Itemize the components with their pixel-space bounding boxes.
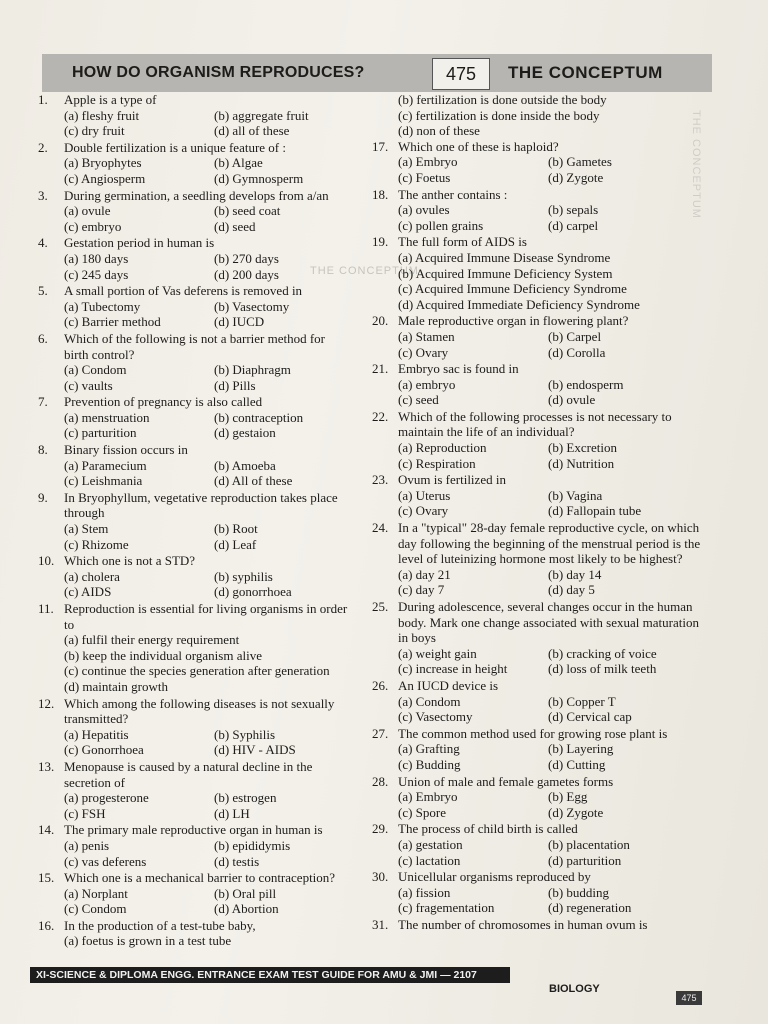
left-column — [38, 92, 350, 950]
answer-option: (a) Uterus — [398, 487, 451, 503]
question-number: 16. — [38, 917, 55, 933]
answer-option: (d) Cutting — [548, 756, 606, 772]
answer-option: (a) 180 days — [64, 250, 129, 266]
answer-option: (a) Tubectomy — [64, 298, 141, 314]
option-list — [64, 727, 350, 758]
question-item — [372, 678, 704, 725]
question-text: Which of the following processes is not necessary to maintain the life of an individual? — [398, 408, 672, 440]
answer-option: (a) Paramecium — [64, 457, 147, 473]
answer-option: (b) day 14 — [548, 566, 602, 582]
answer-option: (a) Embryo — [398, 154, 458, 170]
option-list — [64, 362, 350, 393]
answer-option: (c) Ovary — [398, 344, 449, 360]
question-item — [38, 553, 350, 600]
answer-option: (c) Gonorrhoea — [64, 742, 144, 758]
option-list — [398, 329, 704, 360]
option-list — [398, 154, 704, 185]
answer-option: (d) parturition — [548, 852, 622, 868]
answer-option: (a) gestation — [398, 836, 463, 852]
answer-option: (a) Embryo — [398, 789, 458, 805]
question-text: Which one of these is haploid? — [398, 138, 559, 154]
question-item — [372, 726, 704, 773]
answer-option: (c) lactation — [398, 852, 461, 868]
question-text: The full form of AIDS is — [398, 234, 527, 250]
continued-options — [398, 92, 704, 139]
question-item — [372, 313, 704, 360]
option-list — [64, 251, 350, 282]
option-list — [64, 569, 350, 600]
option-list — [398, 741, 704, 772]
question-text: Which among the following diseases is not sexually transmitted? — [64, 695, 335, 727]
answer-option: (b) 270 days — [214, 250, 279, 266]
question-number: 17. — [372, 138, 389, 154]
answer-option: (b) sepals — [548, 202, 599, 218]
answer-option: (a) fission — [398, 884, 451, 900]
answer-option: (c) dry fruit — [64, 123, 125, 139]
question-text: The process of child birth is called — [398, 821, 578, 837]
option-list — [64, 155, 350, 186]
question-text: Prevention of pregnancy is also called — [64, 394, 263, 410]
answer-option: (b) epididymis — [214, 837, 291, 853]
option-list — [398, 250, 704, 312]
answer-option: (d) day 5 — [548, 582, 595, 598]
answer-option: (a) menstruation — [64, 409, 150, 425]
answer-option: (c) parturition — [64, 425, 137, 441]
question-text: During adolescence, several changes occur in the human body. Mark one change associated with sexual maturation in boys — [398, 599, 699, 646]
answer-option: (d) Nutrition — [548, 455, 615, 471]
answer-option: (b) syphilis — [214, 568, 273, 584]
answer-option: (c) AIDS — [64, 584, 112, 600]
question-text: An IUCD device is — [398, 677, 499, 693]
answer-option: (b) Gametes — [548, 154, 612, 170]
question-text: In the production of a test-tube baby, — [64, 917, 256, 933]
question-number: 7. — [38, 394, 48, 410]
question-item — [372, 234, 704, 312]
answer-option: (b) Vagina — [548, 487, 603, 503]
question-text: Apple is a type of — [64, 92, 157, 107]
answer-option: (c) fertilization is done inside the body — [398, 107, 600, 123]
right-column — [372, 92, 704, 933]
answer-option: (b) Egg — [548, 789, 588, 805]
answer-option: (d) maintain growth — [64, 678, 168, 694]
answer-option: (c) Respiration — [398, 455, 476, 471]
answer-option: (b) Amoeba — [214, 457, 276, 473]
question-number: 23. — [372, 472, 389, 488]
option-list — [64, 790, 350, 821]
question-text: During germination, a seedling develops from a/an — [64, 187, 329, 203]
answer-option: (d) Gymnosperm — [214, 170, 304, 186]
answer-option: (d) Corolla — [548, 344, 606, 360]
answer-option: (c) Spore — [398, 804, 447, 820]
answer-option: (d) Fallopain tube — [548, 503, 642, 519]
question-item — [38, 283, 350, 330]
question-number: 31. — [372, 916, 389, 932]
answer-option: (a) fulfil their energy requirement — [64, 632, 240, 648]
question-number: 29. — [372, 821, 389, 837]
question-text: Reproduction is essential for living organisms in order to — [64, 601, 348, 632]
question-item — [38, 490, 350, 552]
answer-option: (d) regeneration — [548, 900, 632, 916]
answer-option: (c) fragementation — [398, 900, 495, 916]
answer-option: (b) Layering — [548, 741, 614, 757]
answer-option: (a) foetus is grown in a test tube — [64, 933, 232, 949]
answer-option: (d) all of these — [214, 123, 290, 139]
answer-option: (b) Acquired Immune Deficiency System — [398, 265, 613, 281]
answer-option: (d) ovule — [548, 392, 596, 408]
page-number-box: 475 — [432, 58, 490, 90]
answer-option: (c) Foetus — [398, 169, 451, 185]
answer-option: (d) All of these — [214, 473, 293, 489]
question-text: Double fertilization is a unique feature of : — [64, 139, 287, 155]
answer-option: (a) Norplant — [64, 885, 128, 901]
question-number: 14. — [38, 822, 55, 838]
answer-option: (a) Grafting — [398, 741, 460, 757]
question-number: 5. — [38, 283, 48, 299]
question-text: Unicellular organisms reproduced by — [398, 869, 591, 885]
answer-option: (c) seed — [398, 392, 439, 408]
question-item — [372, 361, 704, 408]
answer-option: (b) keep the individual organism alive — [64, 647, 262, 663]
option-list — [398, 694, 704, 725]
answer-option: (b) Oral pill — [214, 885, 277, 901]
answer-option: (c) day 7 — [398, 582, 445, 598]
answer-option: (a) Reproduction — [398, 440, 487, 456]
answer-option: (b) aggregate fruit — [214, 107, 309, 123]
answer-option: (b) Carpel — [548, 328, 602, 344]
answer-option: (c) Acquired Immune Deficiency Syndrome — [398, 281, 627, 297]
answer-option: (d) Leaf — [214, 536, 257, 552]
answer-option: (c) Ovary — [398, 503, 449, 519]
brand-name: THE CONCEPTUM — [508, 63, 663, 82]
question-item — [372, 520, 704, 598]
answer-option: (c) FSH — [64, 805, 106, 821]
answer-option: (a) cholera — [64, 568, 120, 584]
option-list — [64, 838, 350, 869]
question-text: Embryo sac is found in — [398, 361, 519, 377]
answer-option: (c) vas deferens — [64, 853, 147, 869]
answer-option: (b) cracking of voice — [548, 645, 657, 661]
question-number: 22. — [372, 408, 389, 424]
question-item — [38, 92, 350, 139]
question-number: 19. — [372, 234, 389, 250]
question-number: 13. — [38, 758, 55, 774]
answer-option: (c) Barrier method — [64, 314, 161, 330]
question-number: 25. — [372, 599, 389, 614]
option-list — [64, 632, 350, 694]
option-list — [64, 203, 350, 234]
answer-option: (c) embryo — [64, 218, 122, 234]
option-list — [398, 837, 704, 868]
question-item — [38, 759, 350, 821]
question-number: 27. — [372, 725, 389, 741]
answer-option: (a) Hepatitis — [64, 726, 129, 742]
answer-option: (a) fleshy fruit — [64, 107, 140, 123]
answer-option: (b) Syphilis — [214, 726, 276, 742]
chapter-title: HOW DO ORGANISM REPRODUCES? — [72, 64, 365, 81]
question-number: 24. — [372, 520, 389, 536]
question-text: Which of the following is not a barrier method for birth control? — [64, 330, 326, 362]
question-text: Which one is a mechanical barrier to contraception? — [64, 870, 336, 886]
answer-option: (b) Root — [214, 521, 258, 537]
question-text: Gestation period in human is — [64, 235, 215, 251]
option-list — [64, 521, 350, 552]
option-list — [64, 299, 350, 330]
question-item — [372, 139, 704, 186]
side-watermark: THE CONCEPTUM — [690, 110, 702, 219]
question-number: 3. — [38, 187, 48, 203]
answer-option: (c) pollen grains — [398, 217, 484, 233]
answer-option: (b) fertilization is done outside the body — [398, 92, 607, 107]
question-item — [372, 409, 704, 471]
option-list — [64, 108, 350, 139]
footer-subject: BIOLOGY — [549, 983, 600, 995]
question-text: The primary male reproductive organ in human is — [64, 822, 323, 838]
question-text: The common method used for growing rose plant is — [398, 725, 668, 741]
footer-page-number: 475 — [676, 991, 702, 1005]
question-item — [38, 394, 350, 441]
answer-option: (d) Cervical cap — [548, 709, 632, 725]
question-item — [372, 917, 704, 933]
answer-option: (d) Pills — [214, 377, 256, 393]
option-list — [64, 886, 350, 917]
answer-option: (d) 200 days — [214, 266, 279, 282]
question-text: Union of male and female gametes forms — [398, 773, 614, 789]
answer-option: (b) seed coat — [214, 203, 281, 219]
answer-option: (c) Budding — [398, 756, 461, 772]
question-text: Which one is not a STD? — [64, 553, 196, 569]
question-number: 30. — [372, 869, 389, 885]
answer-option: (a) progesterone — [64, 790, 149, 806]
answer-option: (a) Bryophytes — [64, 155, 142, 171]
answer-option: (c) increase in height — [398, 661, 508, 677]
question-number: 11. — [38, 601, 54, 616]
answer-option: (b) endosperm — [548, 376, 624, 392]
answer-option: (c) Condom — [64, 901, 127, 917]
option-list — [64, 410, 350, 441]
answer-option: (a) ovule — [64, 203, 111, 219]
question-number: 15. — [38, 870, 55, 886]
question-text: In a "typical" 28-day female reproductive cycle, on which day following the beginning of the menstrual period is the level of luteinizing hormone most likely to be highest? — [398, 520, 701, 567]
answer-option: (d) testis — [214, 853, 260, 869]
answer-option: (b) Copper T — [548, 693, 616, 709]
question-number: 12. — [38, 695, 55, 711]
answer-option: (a) Condom — [64, 362, 127, 378]
watermark: THE CONCEPTUM — [310, 265, 419, 277]
footer-banner: XI-SCIENCE & DIPLOMA ENGG. ENTRANCE EXAM TEST GUIDE FOR AMU & JMI — 2107 — [30, 967, 510, 983]
answer-option: (c) Vasectomy — [398, 709, 473, 725]
option-list — [398, 567, 704, 598]
answer-option: (d) gonorrhoea — [214, 584, 292, 600]
answer-option: (d) Zygote — [548, 804, 604, 820]
option-list — [398, 377, 704, 408]
answer-option: (a) Stamen — [398, 328, 455, 344]
answer-option: (c) Angiosperm — [64, 170, 146, 186]
question-item — [372, 821, 704, 868]
answer-option: (c) Rhizome — [64, 536, 129, 552]
question-text: Male reproductive organ in flowering plant? — [398, 313, 629, 329]
question-number: 21. — [372, 361, 389, 377]
question-item — [38, 822, 350, 869]
answer-option: (b) placentation — [548, 836, 630, 852]
answer-option: (d) non of these — [398, 123, 480, 139]
answer-option: (a) Condom — [398, 693, 461, 709]
answer-option: (d) gestaion — [214, 425, 276, 441]
page-header — [42, 54, 712, 92]
question-number: 20. — [372, 313, 389, 329]
answer-option: (d) Zygote — [548, 169, 604, 185]
answer-option: (d) carpel — [548, 217, 599, 233]
question-number: 18. — [372, 186, 389, 202]
answer-option: (d) Acquired Immediate Deficiency Syndrome — [398, 296, 640, 312]
question-item — [38, 188, 350, 235]
answer-option: (b) Excretion — [548, 440, 617, 456]
answer-option: (a) ovules — [398, 202, 450, 218]
question-item — [38, 696, 350, 758]
answer-option: (b) estrogen — [214, 790, 277, 806]
option-list — [398, 202, 704, 233]
answer-option: (a) Acquired Immune Disease Syndrome — [398, 249, 611, 265]
question-item — [38, 918, 350, 949]
question-number: 28. — [372, 773, 389, 789]
answer-option: (c) continue the species generation after generation — [64, 663, 330, 679]
question-item — [38, 601, 350, 695]
question-number: 1. — [38, 92, 48, 107]
question-item — [38, 870, 350, 917]
question-item — [372, 869, 704, 916]
question-item — [38, 442, 350, 489]
question-text: The anther contains : — [398, 186, 508, 202]
option-list — [64, 933, 350, 949]
answer-option: (a) penis — [64, 837, 110, 853]
answer-option: (b) Vasectomy — [214, 298, 290, 314]
answer-option: (d) loss of milk teeth — [548, 661, 657, 677]
answer-option: (b) Diaphragm — [214, 362, 291, 378]
question-item — [372, 187, 704, 234]
option-list — [398, 646, 704, 677]
question-text: Menopause is caused by a natural decline in the secretion of — [64, 758, 313, 790]
question-item — [372, 472, 704, 519]
answer-option: (d) seed — [214, 218, 256, 234]
answer-option: (c) 245 days — [64, 266, 129, 282]
question-item — [38, 140, 350, 187]
answer-option: (b) contraception — [214, 409, 304, 425]
answer-option: (a) Stem — [64, 521, 109, 537]
answer-option: (a) weight gain — [398, 645, 477, 661]
question-number: 8. — [38, 442, 48, 458]
answer-option: (a) day 21 — [398, 566, 451, 582]
answer-option: (d) HIV - AIDS — [214, 742, 296, 758]
question-item — [38, 235, 350, 282]
answer-option: (d) LH — [214, 805, 250, 821]
option-list — [398, 789, 704, 820]
question-item — [372, 599, 704, 677]
answer-option: (c) Leishmania — [64, 473, 143, 489]
question-number: 2. — [38, 139, 48, 155]
question-text: In Bryophyllum, vegetative reproduction takes place through — [64, 489, 338, 521]
answer-option: (d) IUCD — [214, 314, 265, 330]
answer-option: (d) Abortion — [214, 901, 279, 917]
answer-option: (a) embryo — [398, 376, 456, 392]
question-text: A small portion of Vas deferens is removed in — [64, 283, 303, 299]
answer-option: (b) budding — [548, 884, 610, 900]
question-item — [372, 774, 704, 821]
answer-option: (c) vaults — [64, 377, 113, 393]
question-text: Ovum is fertilized in — [398, 472, 506, 488]
question-number: 10. — [38, 553, 55, 569]
question-text: Binary fission occurs in — [64, 442, 188, 458]
option-list — [398, 440, 704, 471]
option-list — [64, 458, 350, 489]
question-text: The number of chromosomes in human ovum is — [398, 916, 648, 932]
question-number: 6. — [38, 330, 48, 346]
question-number: 9. — [38, 489, 48, 505]
option-list — [398, 885, 704, 916]
question-number: 26. — [372, 677, 389, 693]
question-item — [38, 331, 350, 393]
option-list — [398, 488, 704, 519]
answer-option: (b) Algae — [214, 155, 263, 171]
question-number: 4. — [38, 235, 48, 251]
